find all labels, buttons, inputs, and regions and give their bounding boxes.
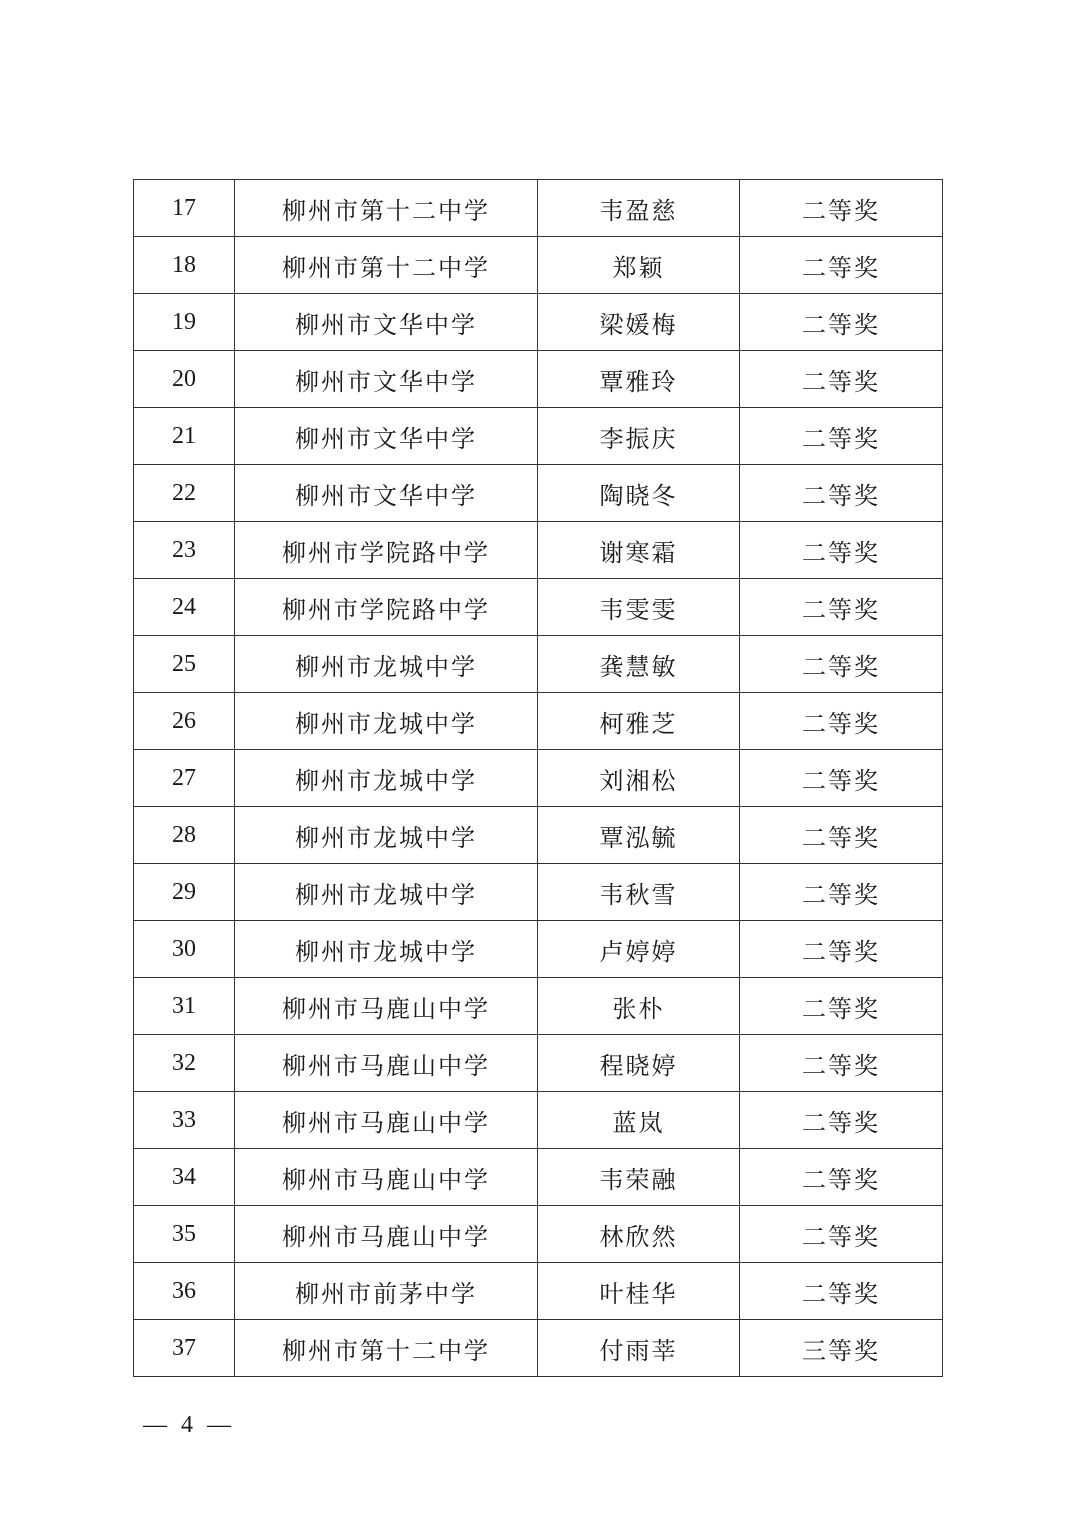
row-number-cell: 32	[134, 1035, 235, 1092]
row-number-cell: 35	[134, 1206, 235, 1263]
row-number-cell: 33	[134, 1092, 235, 1149]
award-level-cell: 二等奖	[740, 351, 943, 408]
award-table	[133, 179, 943, 1377]
table-row	[134, 1206, 943, 1263]
table-row	[134, 237, 943, 294]
page-number: — 4 —	[143, 1412, 235, 1438]
row-number-cell: 20	[134, 351, 235, 408]
school-cell: 柳州市龙城中学	[235, 693, 538, 750]
student-name-cell: 覃泓毓	[538, 807, 740, 864]
student-name-cell: 蓝岚	[538, 1092, 740, 1149]
table-row	[134, 750, 943, 807]
award-level-cell: 二等奖	[740, 408, 943, 465]
award-level-cell: 三等奖	[740, 1320, 943, 1377]
school-cell: 柳州市第十二中学	[235, 1320, 538, 1377]
school-cell: 柳州市龙城中学	[235, 807, 538, 864]
table-row	[134, 522, 943, 579]
school-cell: 柳州市马鹿山中学	[235, 1206, 538, 1263]
student-name-cell: 谢寒霜	[538, 522, 740, 579]
student-name-cell: 林欣然	[538, 1206, 740, 1263]
table-row	[134, 465, 943, 522]
table-row	[134, 921, 943, 978]
award-level-cell: 二等奖	[740, 693, 943, 750]
school-cell: 柳州市马鹿山中学	[235, 978, 538, 1035]
table-row	[134, 294, 943, 351]
school-cell: 柳州市学院路中学	[235, 522, 538, 579]
row-number-cell: 26	[134, 693, 235, 750]
student-name-cell: 柯雅芝	[538, 693, 740, 750]
school-cell: 柳州市龙城中学	[235, 636, 538, 693]
school-cell: 柳州市龙城中学	[235, 864, 538, 921]
table-row	[134, 978, 943, 1035]
school-cell: 柳州市学院路中学	[235, 579, 538, 636]
award-level-cell: 二等奖	[740, 750, 943, 807]
school-cell: 柳州市第十二中学	[235, 237, 538, 294]
table-row	[134, 636, 943, 693]
award-level-cell: 二等奖	[740, 636, 943, 693]
table-row	[134, 408, 943, 465]
award-level-cell: 二等奖	[740, 921, 943, 978]
award-level-cell: 二等奖	[740, 864, 943, 921]
award-level-cell: 二等奖	[740, 465, 943, 522]
award-level-cell: 二等奖	[740, 237, 943, 294]
student-name-cell: 叶桂华	[538, 1263, 740, 1320]
table-row	[134, 1035, 943, 1092]
table-row	[134, 807, 943, 864]
row-number-cell: 28	[134, 807, 235, 864]
row-number-cell: 21	[134, 408, 235, 465]
award-level-cell: 二等奖	[740, 1149, 943, 1206]
school-cell: 柳州市前茅中学	[235, 1263, 538, 1320]
table-row	[134, 693, 943, 750]
row-number-cell: 24	[134, 579, 235, 636]
row-number-cell: 34	[134, 1149, 235, 1206]
student-name-cell: 覃雅玲	[538, 351, 740, 408]
student-name-cell: 卢婷婷	[538, 921, 740, 978]
award-level-cell: 二等奖	[740, 579, 943, 636]
student-name-cell: 刘湘松	[538, 750, 740, 807]
table-row	[134, 1320, 943, 1377]
student-name-cell: 梁媛梅	[538, 294, 740, 351]
school-cell: 柳州市马鹿山中学	[235, 1092, 538, 1149]
award-table-body	[134, 180, 943, 1377]
row-number-cell: 29	[134, 864, 235, 921]
table-row	[134, 180, 943, 237]
row-number-cell: 19	[134, 294, 235, 351]
table-row	[134, 579, 943, 636]
school-cell: 柳州市文华中学	[235, 465, 538, 522]
student-name-cell: 陶晓冬	[538, 465, 740, 522]
student-name-cell: 李振庆	[538, 408, 740, 465]
row-number-cell: 23	[134, 522, 235, 579]
table-row	[134, 864, 943, 921]
row-number-cell: 17	[134, 180, 235, 237]
student-name-cell: 龚慧敏	[538, 636, 740, 693]
school-cell: 柳州市第十二中学	[235, 180, 538, 237]
award-level-cell: 二等奖	[740, 1263, 943, 1320]
school-cell: 柳州市龙城中学	[235, 921, 538, 978]
row-number-cell: 27	[134, 750, 235, 807]
school-cell: 柳州市马鹿山中学	[235, 1035, 538, 1092]
school-cell: 柳州市文华中学	[235, 351, 538, 408]
table-row	[134, 1263, 943, 1320]
student-name-cell: 郑颖	[538, 237, 740, 294]
row-number-cell: 31	[134, 978, 235, 1035]
row-number-cell: 36	[134, 1263, 235, 1320]
award-level-cell: 二等奖	[740, 1206, 943, 1263]
row-number-cell: 25	[134, 636, 235, 693]
award-level-cell: 二等奖	[740, 1035, 943, 1092]
student-name-cell: 程晓婷	[538, 1035, 740, 1092]
table-row	[134, 1149, 943, 1206]
award-level-cell: 二等奖	[740, 180, 943, 237]
school-cell: 柳州市文华中学	[235, 294, 538, 351]
award-level-cell: 二等奖	[740, 807, 943, 864]
award-level-cell: 二等奖	[740, 522, 943, 579]
award-level-cell: 二等奖	[740, 1092, 943, 1149]
student-name-cell: 韦盈慈	[538, 180, 740, 237]
school-cell: 柳州市文华中学	[235, 408, 538, 465]
row-number-cell: 22	[134, 465, 235, 522]
school-cell: 柳州市龙城中学	[235, 750, 538, 807]
row-number-cell: 30	[134, 921, 235, 978]
award-level-cell: 二等奖	[740, 294, 943, 351]
award-level-cell: 二等奖	[740, 978, 943, 1035]
student-name-cell: 韦雯雯	[538, 579, 740, 636]
student-name-cell: 付雨莘	[538, 1320, 740, 1377]
table-row	[134, 351, 943, 408]
student-name-cell: 韦荣融	[538, 1149, 740, 1206]
student-name-cell: 张朴	[538, 978, 740, 1035]
row-number-cell: 18	[134, 237, 235, 294]
student-name-cell: 韦秋雪	[538, 864, 740, 921]
row-number-cell: 37	[134, 1320, 235, 1377]
school-cell: 柳州市马鹿山中学	[235, 1149, 538, 1206]
table-row	[134, 1092, 943, 1149]
